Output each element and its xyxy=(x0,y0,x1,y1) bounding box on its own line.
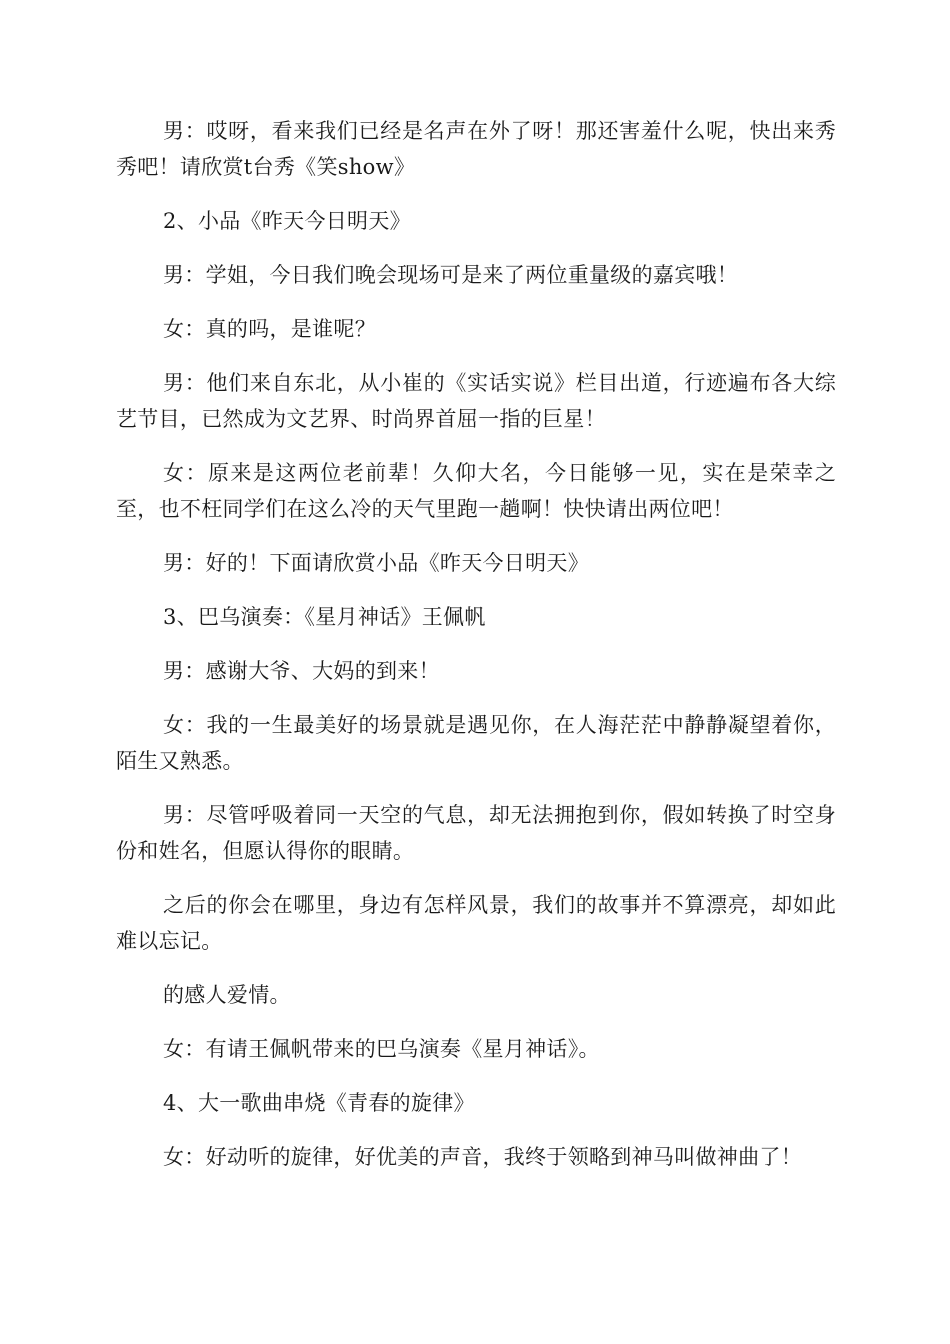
paragraph-7: 男：好的！下面请欣赏小品《昨天今日明天》 xyxy=(163,551,589,575)
paragraph-3: 男：学姐，今日我们晚会现场可是来了两位重量级的嘉宾哦！ xyxy=(163,263,739,287)
paragraph-14: 女：有请王佩帆带来的巴乌演奏《星月神话》。 xyxy=(163,1037,600,1061)
paragraph-16: 女：好动听的旋律，好优美的声音，我终于领略到神马叫做神曲了！ xyxy=(163,1145,802,1169)
paragraph-4: 女：真的吗，是谁呢？ xyxy=(163,317,376,341)
paragraph-5: 男：他们来自东北，从小崔的《实话实说》栏目出道，行迹遍布各大综艺节目，已然成为文艺界、时尚界首屈一指的巨星！ xyxy=(116,371,836,431)
paragraph-8: 3、巴乌演奏：《星月神话》王佩帆 xyxy=(163,605,486,629)
document-body xyxy=(116,113,836,1193)
paragraph-12: 之后的你会在哪里，身边有怎样风景，我们的故事并不算漂亮，却如此难以忘记。 xyxy=(116,893,836,953)
paragraph-6: 女：原来是这两位老前辈！久仰大名，今日能够一见，实在是荣幸之至，也不枉同学们在这么冷的天气里跑一趟啊！快快请出两位吧！ xyxy=(116,461,836,521)
paragraph-9: 男：感谢大爷、大妈的到来！ xyxy=(163,659,440,683)
paragraph-15: 4、大一歌曲串烧《青春的旋律》 xyxy=(163,1091,475,1115)
paragraph-11: 男：尽管呼吸着同一天空的气息，却无法拥抱到你，假如转换了时空身份和姓名，但愿认得你的眼睛。 xyxy=(116,803,836,863)
paragraph-10: 女：我的一生最美好的场景就是遇见你，在人海茫茫中静静凝望着你，陌生又熟悉。 xyxy=(116,713,836,773)
paragraph-2: 2、小品《昨天今日明天》 xyxy=(163,209,411,233)
paragraph-1: 男：哎呀，看来我们已经是名声在外了呀！那还害羞什么呢，快出来秀秀吧！请欣赏t台秀《笑show》 xyxy=(116,119,836,179)
paragraph-13: 的感人爱情。 xyxy=(163,983,291,1007)
